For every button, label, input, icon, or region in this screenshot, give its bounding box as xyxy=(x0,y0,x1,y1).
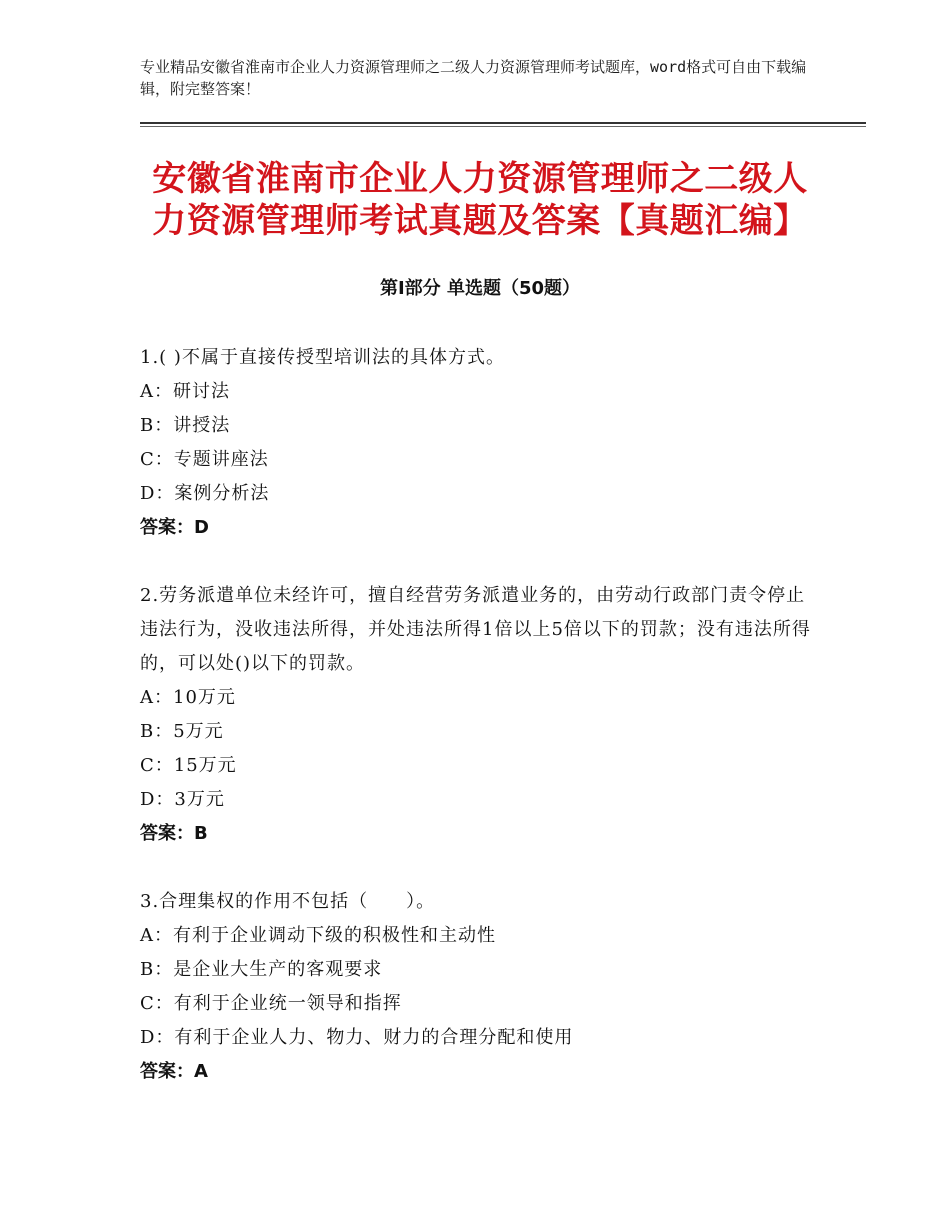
header-divider-thin xyxy=(140,126,866,127)
question-3 xyxy=(140,885,820,1089)
option-a: A：研讨法 xyxy=(140,381,230,402)
option-a: A：10万元 xyxy=(140,687,236,708)
section-title: 第Ⅰ部分 单选题（50题） xyxy=(379,278,580,299)
question-1 xyxy=(140,341,820,545)
header-note: 专业精品安徽省淮南市企业人力资源管理师之二级人力资源管理师考试题库，word格式可自由下载编辑，附完整答案！ xyxy=(140,58,807,98)
header-divider xyxy=(140,122,866,124)
option-b: B：5万元 xyxy=(140,721,224,742)
question-list xyxy=(140,341,820,1123)
option-d: D：有利于企业人力、物力、财力的合理分配和使用 xyxy=(140,1027,574,1048)
question-stem: 1.( )不属于直接传授型培训法的具体方式。 xyxy=(140,347,505,368)
question-2 xyxy=(140,579,820,851)
option-b: B：是企业大生产的客观要求 xyxy=(140,959,383,980)
option-b: B：讲授法 xyxy=(140,415,231,436)
answer: 答案：A xyxy=(140,1061,208,1082)
option-d: D：3万元 xyxy=(140,789,225,810)
option-c: C：有利于企业统一领导和指挥 xyxy=(140,993,402,1014)
option-c: C：专题讲座法 xyxy=(140,449,269,470)
answer: 答案：D xyxy=(140,517,209,538)
document-title: 安徽省淮南市企业人力资源管理师之二级人力资源管理师考试真题及答案【真题汇编】 xyxy=(152,159,808,241)
option-a: A：有利于企业调动下级的积极性和主动性 xyxy=(140,925,496,946)
option-c: C：15万元 xyxy=(140,755,237,776)
question-stem: 3.合理集权的作用不包括（ ）。 xyxy=(140,891,436,912)
answer: 答案：B xyxy=(140,823,208,844)
question-stem: 2.劳务派遣单位未经许可，擅自经营劳务派遣业务的，由劳动行政部门责令停止违法行为，没收违法所得，并处违法所得1倍以上5倍以下的罚款；没有违法所得的，可以处()以下的罚款。 xyxy=(140,585,811,674)
option-d: D：案例分析法 xyxy=(140,483,270,504)
